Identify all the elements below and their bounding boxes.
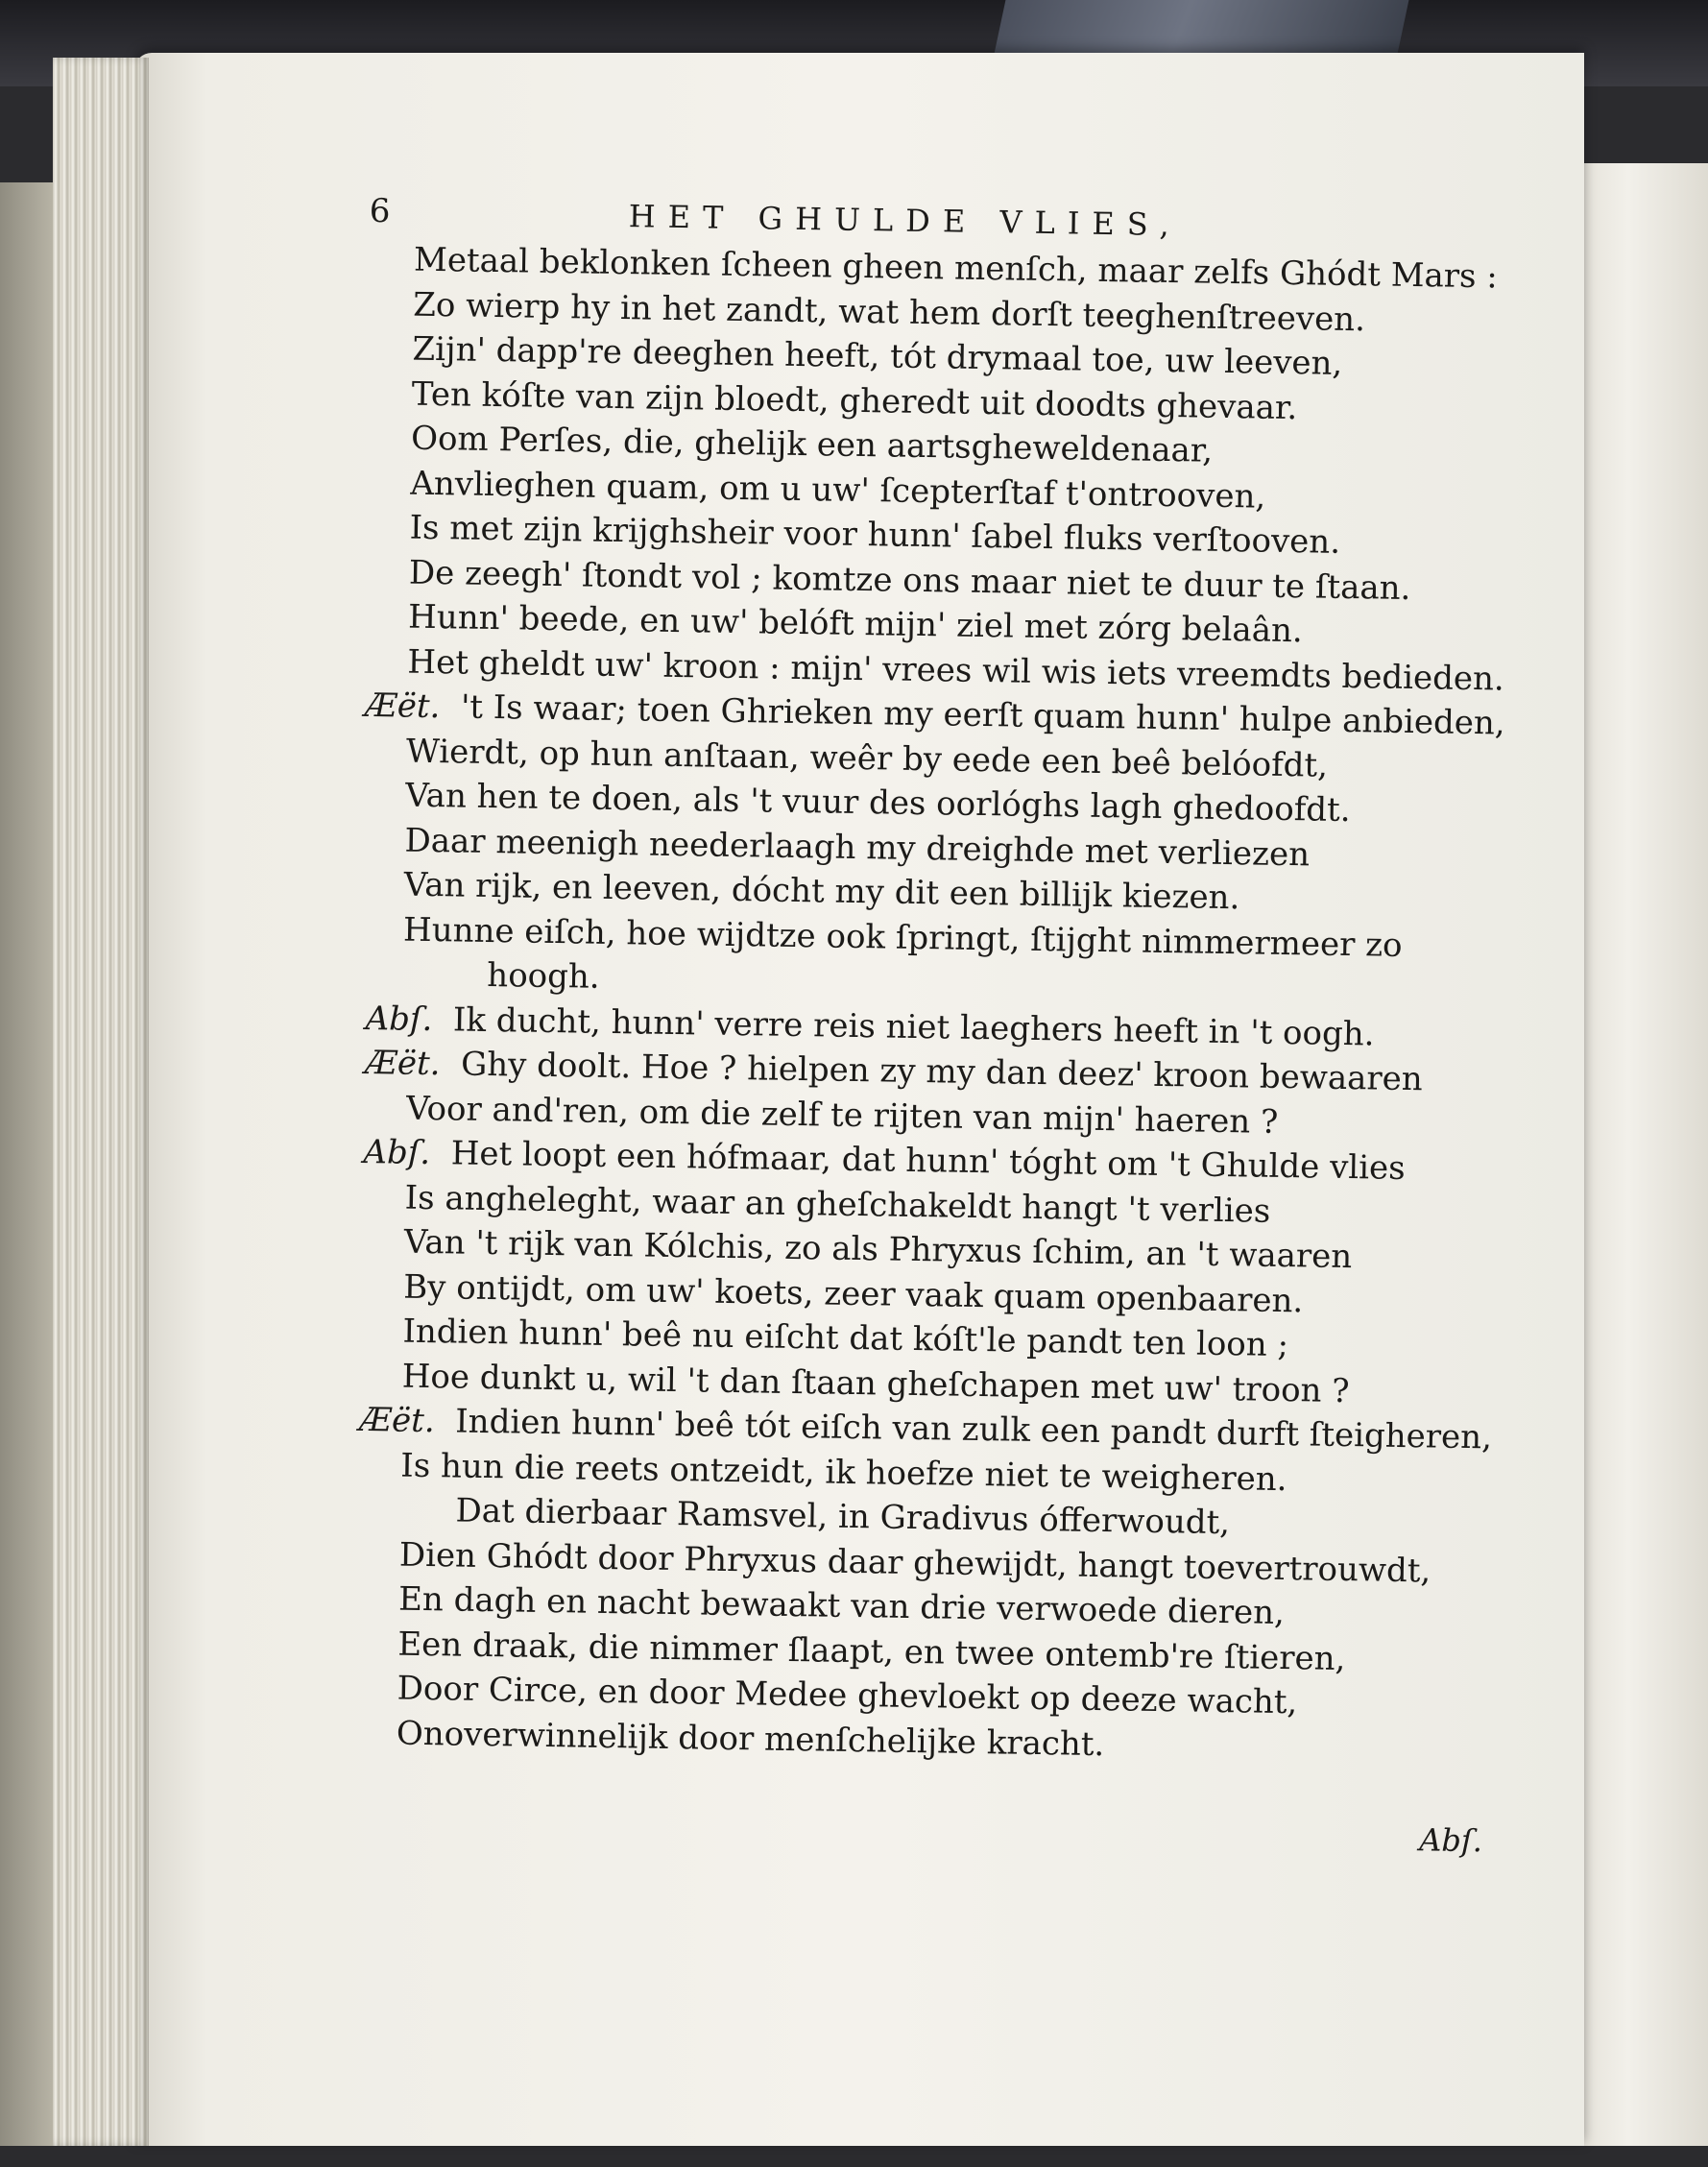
verse-text: Is hun die reets ontzeidt, ik hoefze niet te weigheren. <box>400 1446 1287 1499</box>
verse-text: Indien hunn' beê tót eiſch van zulk een pandt durft ſteigheren, <box>454 1402 1493 1457</box>
verse-line <box>397 1714 1105 1764</box>
verse-line <box>411 420 1214 470</box>
verse-text: Het gheldt uw' kroon : mijn' vrees wil wis iets vreemdts bedieden. <box>407 642 1505 699</box>
verse-text: Is angheleght, waar an gheſchakeldt hangt 't verlies <box>404 1178 1271 1231</box>
page-number: 6 <box>369 191 391 231</box>
verse-text: Oom Perſes, die, ghelijk een aartsgheweldenaar, <box>410 419 1214 470</box>
verse-line <box>408 598 1303 651</box>
verse-text: Zijn' dapp're deeghen heeft, tót drymaal toe, uw leeven, <box>412 329 1343 383</box>
verse-line <box>404 1223 1353 1277</box>
verse-text: Hunne eiſch, hoe wijdtze ook ſpringt, ſtijght nimmermeer zo <box>402 910 1403 965</box>
verse-text: Is met zijn krijghsheir voor hunn' ſabel fluks verſtooven. <box>409 508 1341 562</box>
verse-text: hoogh. <box>487 955 600 997</box>
verse-line <box>404 821 1310 874</box>
verse-line <box>397 1625 1346 1678</box>
verse-line <box>397 1670 1297 1722</box>
speaker-label: Abſ. <box>363 1132 431 1173</box>
catchword: Abſ. <box>1419 1821 1483 1860</box>
verse-text: Zo wierp hy in het zandt, wat hem dorſt teeghenſtreeven. <box>413 285 1366 339</box>
verse-text: 't Is waar; toen Ghrieken my eerſt quam hunn' hulpe anbieden, <box>460 687 1505 743</box>
verse-text: Van hen te doen, als 't vuur des oorlóghs lagh ghedoofdt. <box>404 776 1351 831</box>
speaker-label: Abſ. <box>365 999 433 1039</box>
verse-line <box>403 1267 1304 1320</box>
verse-line <box>487 956 600 997</box>
verse-text: Dat dierbaar Ramsvel, in Gradivus ófferwoudt, <box>455 1491 1231 1543</box>
verse-line <box>405 777 1351 830</box>
verse-text: Wierdt, op hun anſtaan, weêr by eede een beê belóofdt, <box>405 732 1329 785</box>
verse-text: Anvlieghen quam, om u uw' ſcepterſtaf t'ontrooven, <box>410 464 1266 517</box>
verse-line <box>401 1357 1349 1409</box>
verse-text: Van 't rijk van Kólchis, zo als Phryxus ſchim, an 't waaren <box>403 1222 1353 1277</box>
verse-line <box>455 1491 1230 1542</box>
verse-text: Onoverwinnelijk door menſchelijke kracht. <box>396 1714 1105 1764</box>
speaker-label: Æët. <box>358 1400 435 1441</box>
verse-line <box>398 1580 1285 1632</box>
verse-text: De zeegh' ſtondt vol ; komtze ons maar niet te duur te ſtaan. <box>408 553 1411 608</box>
speaker-label: Æët. <box>364 686 441 727</box>
verse-line <box>409 553 1411 607</box>
verse-text: Het loopt een hófmaar, dat hunn' tóght om 't Ghulde vlies <box>450 1134 1406 1188</box>
verse-text: Een draak, die nimmer ſlaapt, en twee ontemb're ſtieren, <box>397 1625 1346 1678</box>
verse-text: Daar meenigh neederlaagh my dreighde met verliezen <box>404 821 1311 874</box>
verse-line <box>412 374 1298 426</box>
verse-line <box>406 1089 1279 1141</box>
verse-line <box>412 330 1342 383</box>
verse-line <box>413 285 1365 339</box>
verse-line <box>404 1178 1270 1230</box>
verse-text: Dien Ghódt door Phryxus daar ghewijdt, hangt toevertrouwdt, <box>398 1535 1431 1590</box>
verse-text: By ontijdt, om uw' koets, zeer vaak quam openbaaren. <box>402 1267 1304 1320</box>
verse-line <box>400 1446 1287 1498</box>
verse-line <box>410 464 1265 516</box>
verse-text: Hoe dunkt u, wil 't dan ſtaan gheſchapen met uw' troon ? <box>401 1357 1350 1410</box>
verse-text: Door Circe, en door Medee ghevloekt op deeze wacht, <box>397 1669 1298 1722</box>
verse-text: En dagh en nacht bewaakt van drie verwoede dieren, <box>397 1579 1286 1633</box>
verse-text: Hunn' beede, en uw' belóft mijn' ziel met zórg belaân. <box>407 597 1304 651</box>
verse-line <box>409 509 1340 562</box>
verse-line <box>403 910 1403 964</box>
verse-text: Indien hunn' beê nu eiſcht dat kóſt'le pandt ten loon ; <box>402 1312 1289 1365</box>
running-title: HET GHULDE VLIES, <box>628 198 1182 244</box>
verse-text: Ten kóſte van zijn bloedt, gheredt uit doodts ghevaar. <box>411 374 1298 427</box>
verse-line <box>402 1312 1288 1364</box>
verse-text: Ghy doolt. Hoe ? hielpen zy my dan deez' kroon bewaaren <box>460 1045 1424 1099</box>
speaker-label: Æët. <box>364 1043 441 1084</box>
verse-text: Ik ducht, hunn' verre reis niet laeghers heeft in 't oogh. <box>452 999 1375 1053</box>
verse-text: Voor and'ren, om die zelf te rijten van mijn' haeren ? <box>405 1089 1279 1142</box>
verse-line <box>404 866 1240 918</box>
verse-text: Metaal beklonken ſcheen gheen menſch, maar zelfs Ghódt Mars : <box>413 240 1499 297</box>
verse-line <box>406 732 1329 784</box>
verse-text: Van rijk, en leeven, dócht my dit een billijk kiezen. <box>403 865 1240 918</box>
